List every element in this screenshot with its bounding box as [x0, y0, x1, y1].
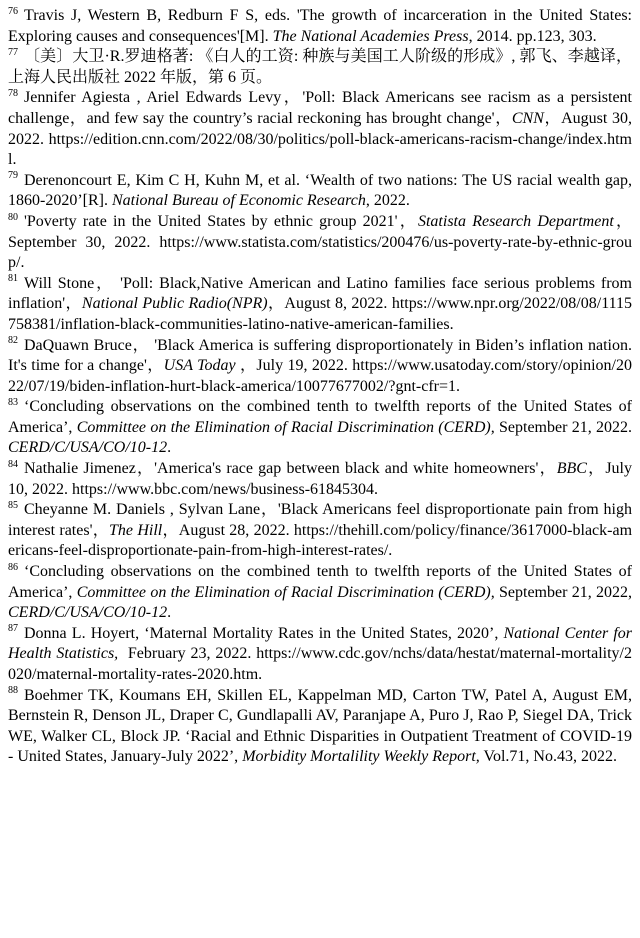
url-text: https://www.npr.org/2022/08/08/1115758381/inflation-black-communities-latino-native-american-families. — [8, 295, 632, 333]
footnote-text: Will Stone， 'Poll: Black,Native American and Latino families face serious problems from inflation'， — [8, 274, 632, 313]
footnote-marker: 84 — [8, 458, 18, 470]
footnote-79 — [8, 171, 632, 212]
footnote-marker: 79 — [8, 170, 18, 182]
footnote-text: September 21, 2022. — [494, 418, 633, 436]
source-name: CNN — [511, 109, 544, 127]
footnote-text: 'Poverty rate in the United States by ethnic group 2021'， — [24, 212, 418, 230]
url-text: https://www.usatoday.com/story/opinion/2022/07/19/biden-inflation-hurt-black-america/10077677002/?gnt-cfr=1. — [8, 357, 632, 395]
footnote-77 — [8, 47, 632, 88]
footnote-text: , 2014. pp.123, 303. — [468, 27, 597, 45]
footnote-text: ‘Concluding observations on the combined tenth to twelfth reports of the United States of America’, — [8, 563, 632, 601]
footnote-85 — [8, 500, 632, 562]
footnote-text: ，August 30, 2022. — [8, 109, 632, 148]
url-text: https://www.cdc.gov/nchs/data/hestat/maternal-mortality/2020/maternal-mortality-rates-2020.htm. — [8, 645, 632, 683]
footnote-text: Travis J, Western B, Redburn F S, eds. 'The growth of incarceration in the United States: Exploring causes and consequences'[M]. — [8, 7, 632, 45]
footnote-marker: 76 — [8, 5, 18, 17]
footnotes-list — [8, 6, 632, 768]
source-name: CERD/C/USA/CO/10-12 — [8, 439, 168, 457]
footnote-81 — [8, 274, 632, 336]
footnote-text: ，September 30, 2022. — [8, 212, 632, 251]
footnote-88 — [8, 686, 632, 768]
footnote-text: Jennifer Agiesta , Ariel Edwards Levy，'Poll: Black Americans see racism as a persistent challenge，and few say the country’s racial reckoning has brought change'， — [8, 89, 632, 127]
footnote-text: September 21, 2022, — [494, 583, 633, 601]
source-name: The National Academies Press — [272, 27, 469, 45]
footnote-text: Boehmer TK, Koumans EH, Skillen EL, Kappelman MD, Carton TW, Patel A, August EM, Bernstein R, Denson JL, Draper C, Gundlapalli AV, Paranjape A, Puro J, Rao P, Siegel DA, Trick WE, Walker CL, Block JP. ‘Racial and Ethnic Disparities in Outpatient Treatment of COVID-19 - United States, January-July 2022’, — [8, 686, 632, 766]
url-text: https://thehill.com/policy/finance/3617000-black-americans-feel-disproportionate-pain-from-high-interest-rates/. — [8, 521, 633, 560]
source-name: Morbidity Mortalility Weekly Report, — [242, 748, 480, 766]
source-name: Committee on the Elimination of Racial Discrimination (CERD), — [76, 418, 495, 436]
footnote-marker: 87 — [8, 623, 18, 635]
source-name: National Bureau of Economic Research — [111, 192, 366, 210]
footnote-marker: 82 — [8, 335, 18, 347]
footnote-text: . — [167, 439, 172, 457]
footnote-text: Vol.71, No.43, 2022. — [479, 748, 617, 766]
url-text: https://www.statista.com/statistics/200476/us-poverty-rate-by-ethnic-group/. — [8, 233, 632, 272]
source-name: BBC — [556, 460, 587, 478]
source-name: USA Today — [163, 357, 236, 375]
footnote-83 — [8, 397, 632, 459]
footnote-text: Cheyanne M. Daniels , Sylvan Lane，'Black Americans feel disproportionate pain from high interest rates'， — [8, 501, 633, 539]
source-name: Committee on the Elimination of Racial Discrimination (CERD), — [76, 583, 495, 601]
footnote-76 — [8, 6, 632, 47]
footnote-marker: 88 — [8, 685, 18, 697]
footnote-marker: 81 — [8, 273, 18, 285]
url-text: https://edition.cnn.com/2022/08/30/politics/poll-black-americans-racism-change/index.html. — [8, 130, 632, 169]
footnote-text: Derenoncourt E, Kim C H, Kuhn M, et al. ‘Wealth of two nations: The US racial wealth gap, 1860-2020’[R]. — [8, 171, 632, 210]
footnote-text: Donna L. Hoyert, ‘Maternal Mortality Rates in the United States, 2020’, — [24, 624, 504, 642]
source-name: CERD/C/USA/CO/10-12 — [8, 604, 168, 622]
footnote-marker: 85 — [8, 499, 18, 511]
footnote-text: ，July 19, 2022. — [235, 357, 353, 375]
source-name: Statista Research Department — [417, 212, 614, 230]
footnote-87 — [8, 624, 632, 686]
footnote-marker: 78 — [8, 88, 18, 100]
footnote-marker: 77 — [8, 46, 18, 58]
footnote-80 — [8, 212, 632, 274]
footnote-text: ‘Concluding observations on the combined tenth to twelfth reports of the United States of America’, — [8, 398, 632, 436]
footnote-text: ，July 10, 2022. — [8, 460, 632, 498]
footnote-text: 〔美〕大卫·R.罗迪格著: 《白人的工资: 种族与美国工人阶级的形成》, 郭飞、李越译，上海人民出版社 2022 年版，第 6 页。 — [8, 48, 632, 86]
source-name: The Hill — [109, 521, 163, 539]
source-name: National Public Radio(NPR) — [81, 295, 268, 313]
footnote-marker: 83 — [8, 396, 18, 408]
footnote-86 — [8, 562, 632, 624]
source-name: National Center for Health Statistics, — [8, 624, 632, 663]
footnote-82 — [8, 336, 632, 398]
footnote-text: February 23, 2022. — [118, 645, 257, 663]
footnote-text: Nathalie Jimenez，'America's race gap between black and white homeowners'， — [24, 460, 557, 478]
footnote-78 — [8, 88, 632, 170]
footnote-text: . — [167, 604, 172, 622]
footnote-text: , 2022. — [365, 192, 410, 210]
url-text: https://www.bbc.com/news/business-61845304. — [72, 480, 379, 498]
footnote-text: ，August 28, 2022. — [162, 521, 294, 539]
footnote-84 — [8, 459, 632, 500]
footnote-text: ，August 8, 2022. — [267, 295, 392, 313]
footnote-text: DaQuawn Bruce， 'Black America is suffering disproportionately in Biden’s inflation nation. It's time for a change'， — [8, 336, 632, 375]
footnote-marker: 80 — [8, 211, 18, 223]
footnote-marker: 86 — [8, 561, 18, 573]
